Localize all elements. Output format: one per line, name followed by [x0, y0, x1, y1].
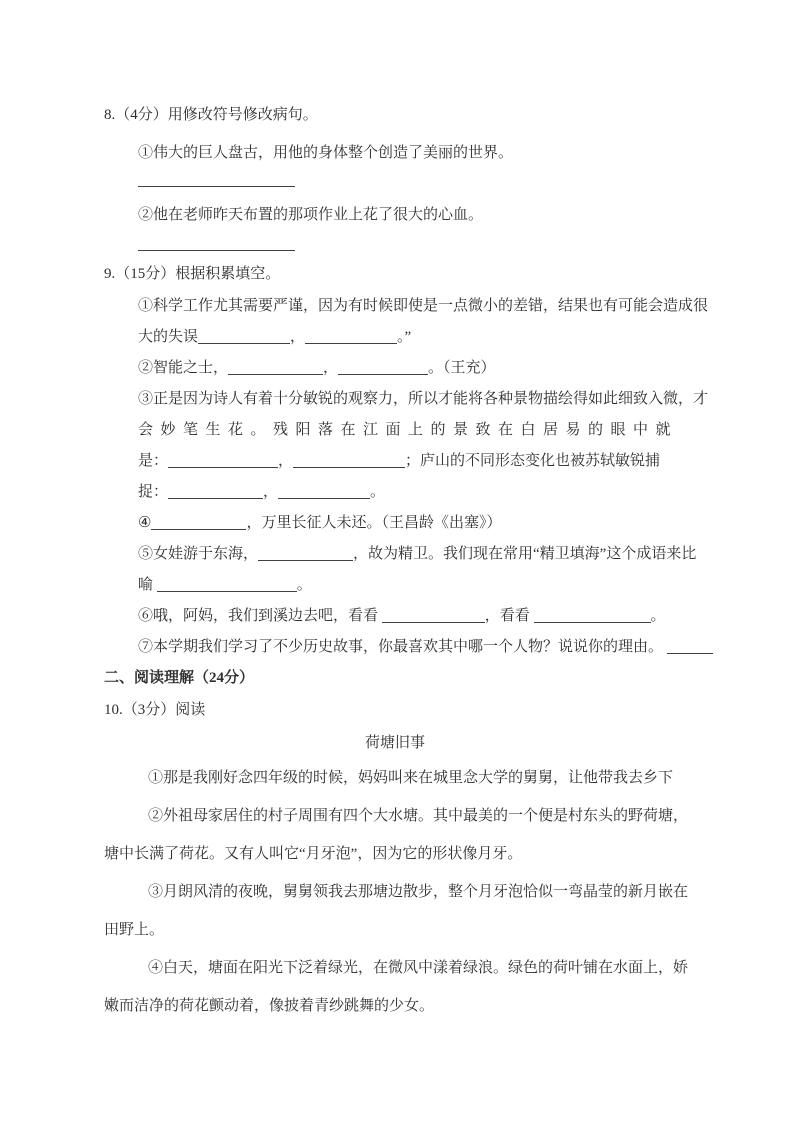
fill-in-blank[interactable]	[151, 525, 246, 530]
passage-para4-line2: 嫩而洁净的荷花颤动着，像披着青纱跳舞的少女。	[104, 998, 435, 1014]
answer-blank[interactable]	[138, 176, 295, 187]
fill-in-blank[interactable]	[157, 587, 297, 592]
fill-in-blank[interactable]	[168, 494, 263, 499]
fill-in-blank[interactable]	[534, 618, 651, 623]
q9-header: 9.（15分）根据积累填空。	[104, 266, 281, 282]
text-segment: ④	[138, 515, 152, 531]
text-segment: ；庐山的不同形态变化也被苏轼敏锐捕	[405, 453, 661, 469]
text-segment: 大的失误	[138, 329, 199, 345]
q9-item4	[104, 513, 686, 544]
answer-blank[interactable]	[138, 240, 295, 251]
q8-answer-line-1	[104, 173, 686, 205]
fill-in-blank[interactable]	[667, 649, 713, 654]
q9-item3-line2: 会妙笔生花。残阳落在江面上的景致在白居易的眼中就	[138, 422, 679, 438]
text-segment: ⑥哦，阿妈，我们到溪边去吧，看看	[138, 608, 382, 624]
text-segment: ⑤女娃游于东海，	[138, 546, 259, 562]
passage-para3-line2: 田野上。	[104, 922, 165, 938]
text-segment: ，	[263, 484, 279, 500]
text-segment: 喻	[138, 577, 157, 593]
text-segment: ，	[290, 329, 306, 345]
q9-item3-line3	[104, 451, 686, 482]
text-segment: 。（王充）	[428, 360, 496, 376]
text-segment: ②智能之士，	[138, 360, 229, 376]
text-segment: 。	[650, 608, 666, 624]
page-content	[104, 105, 709, 1034]
text-segment: ，	[278, 453, 294, 469]
q10-header: 10.（3分）阅读	[104, 702, 206, 718]
fill-in-blank[interactable]	[228, 370, 323, 375]
q9-item7	[104, 637, 686, 668]
q9-item5-line1	[104, 544, 697, 575]
q9-item1-line1: ①科学工作尤其需要严谨，因为有时候即使是一点微小的差错，结果也有可能会造成很	[138, 298, 709, 314]
text-segment: 。”	[397, 329, 412, 345]
text-segment: 是：	[138, 453, 169, 469]
fill-in-blank[interactable]	[382, 618, 485, 623]
q9-item2	[104, 358, 686, 389]
text-segment: ，	[323, 360, 339, 376]
q9-item6	[104, 606, 686, 637]
fill-in-blank[interactable]	[198, 339, 290, 344]
text-segment: ⑦本学期我们学习了不少历史故事，你最喜欢其中哪一个人物？说说你的理由。	[138, 639, 664, 655]
text-segment: 。	[370, 484, 386, 500]
passage-para1: ①那是我刚好念四年级的时候，妈妈叫来在城里念大学的舅舅，让他带我去乡下	[148, 770, 674, 786]
q8-answer-line-2	[104, 237, 686, 264]
text-segment: ，看看	[484, 608, 534, 624]
q8-header: 8.（4分）用修改符号修改病句。	[104, 107, 318, 123]
fill-in-blank[interactable]	[278, 494, 370, 499]
q8-item-1: ①伟大的巨人盘古，用他的身体整个创造了美丽的世界。	[138, 145, 514, 161]
q9-item5-line2	[104, 575, 686, 606]
fill-in-blank[interactable]	[168, 463, 278, 468]
passage-para2-line1: ②外祖母家居住的村子周围有四个大水塘。其中最美的一个便是村东头的野荷塘，	[148, 808, 689, 824]
q8-item-2: ②他在老师昨天布置的那项作业上花了很大的心血。	[138, 207, 484, 223]
text-segment: 。	[296, 577, 312, 593]
q9-item1-line2	[104, 327, 686, 358]
fill-in-blank[interactable]	[338, 370, 428, 375]
fill-in-blank[interactable]	[305, 339, 397, 344]
q9-item3-line4	[104, 482, 686, 513]
fill-in-blank[interactable]	[258, 556, 353, 561]
text-segment: ，万里长征人未还。（王昌龄《出塞》）	[246, 515, 502, 531]
q9-item3-line1: ③正是因为诗人有着十分敏锐的观察力，所以才能将各种景物描绘得如此细致入微，才	[138, 391, 709, 407]
passage-para4-line1: ④白天，塘面在阳光下泛着绿光，在微风中漾着绿浪。绿色的荷叶铺在水面上，娇	[148, 960, 689, 976]
section-2-header: 二、阅读理解（24分）	[104, 670, 255, 686]
text-segment: ，故为精卫。我们现在常用“精卫填海”这个成语来比	[353, 546, 697, 562]
text-segment: 捉：	[138, 484, 169, 500]
fill-in-blank[interactable]	[293, 463, 405, 468]
passage-para3-line1: ③月朗风清的夜晚，舅舅领我去那塘边散步，整个月牙泡恰似一弯晶莹的新月嵌在	[148, 884, 689, 900]
passage-title: 荷塘旧事	[364, 735, 425, 751]
passage-para2-line2: 塘中长满了荷花。又有人叫它“月牙泡”，因为它的形状像月牙。	[104, 846, 523, 862]
